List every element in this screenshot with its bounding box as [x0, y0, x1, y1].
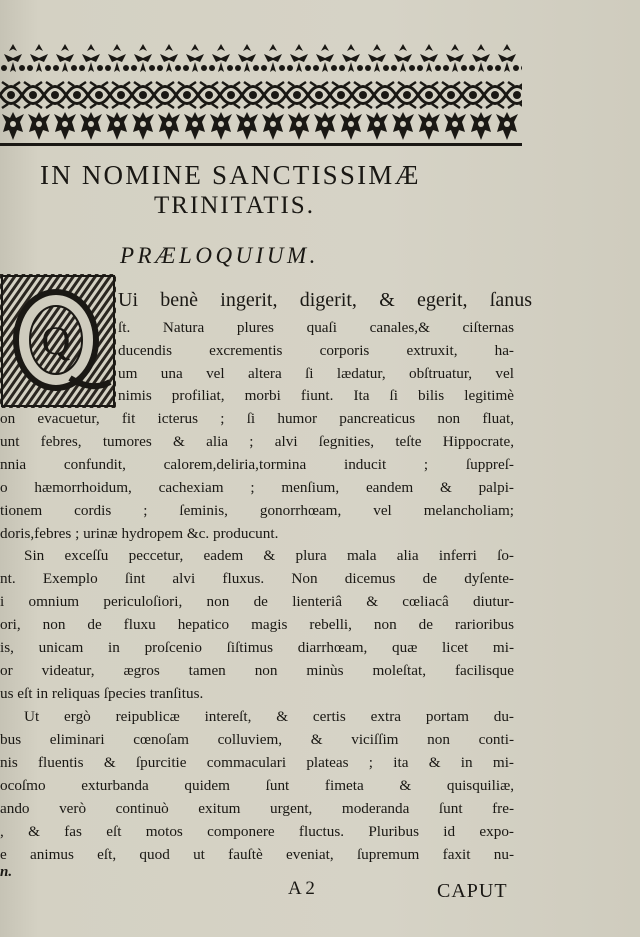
text-line: um una vel altera ſi lædatur, obſtruatur, vel — [118, 365, 514, 382]
text-line: Sin exceſſu peccetur, eadem & plura mala alia inferri ſo- — [24, 547, 514, 564]
ornament-band-bottom — [0, 110, 522, 142]
last-line-fragment: n. — [0, 864, 13, 880]
text-line: i omnium periculoſiori, non de lienteriâ & cœliacâ diutur- — [0, 593, 514, 610]
ornament-rule — [0, 143, 522, 146]
text-line: is, unicam in proſcenio ſiſtimus diarrhœam, quæ licet mi- — [0, 639, 514, 656]
title-line-1: IN NOMINE SANCTISSIMÆ — [40, 160, 421, 190]
text-line: or videatur, ægros tamen non minùs moleſtat, facilisque — [0, 662, 514, 679]
fleuron-row-icon — [0, 42, 522, 76]
title-line-2: TRINITATIS. — [154, 192, 315, 219]
ornament-band-top — [0, 42, 522, 76]
text-line: ocoſmo exturbanda quidem ſunt fimeta & quisquiliæ, — [0, 777, 514, 794]
catchword: CAPUT — [437, 880, 508, 902]
text-line: tionem cordis ; ſeminis, gonorrhœam, vel melancholiam; — [0, 502, 514, 519]
text-line: ori, non de fluxu hepatico magis rebelli, non de rarioribus — [0, 616, 514, 633]
text-line: us eſt in reliquas ſpecies tranſitus. — [0, 685, 204, 702]
text-line: o hæmorrhoidum, cachexiam ; menſium, eandem & palpi- — [0, 479, 514, 496]
text-line: ando verò continuò exitum urgent, moderanda ſunt fre- — [0, 800, 514, 817]
fleuron-row-icon — [0, 78, 522, 112]
text-line: Ut ergò reipublicæ intereſt, & certis extra portam du- — [24, 708, 514, 725]
initial-letter: Q — [41, 318, 71, 363]
text-line: nis fluentis & ſpurcitie commaculari plateas ; ita & in mi- — [0, 754, 514, 771]
text-line: bus eliminari cœnoſam colluviem, & viciſſim non conti- — [0, 731, 514, 748]
ornament-band-middle — [0, 78, 522, 112]
signature-mark: A 2 — [288, 878, 315, 899]
text-line: nt. Exemplo ſint alvi fluxus. Non dicemus de dyſente- — [0, 570, 514, 587]
text-line: on evacuetur, fit icterus ; ſi humor pancreaticus non fluat, — [0, 410, 514, 427]
fleuron-row-icon — [0, 110, 522, 142]
text-line: e animus eſt, quod ut fauſtè eveniat, ſupremum faxit nu- — [0, 846, 514, 863]
text-line: Ui benè ingerit, digerit, & egerit, ſanus — [118, 289, 532, 311]
text-line: unt febres, tumores & alia ; alvi ſegnities, teſte Hippocrate, — [0, 433, 514, 450]
text-line: nnia confundit, calorem,deliria,tormina inducit ; ſuppreſ- — [0, 456, 514, 473]
text-line: ſt. Natura plures quaſi canales,& ciſternas — [118, 319, 514, 336]
text-line: nimis profiliat, morbi fiunt. Ita ſi bilis legitimè — [118, 387, 514, 404]
section-heading: PRÆLOQUIUM. — [120, 243, 319, 268]
decorated-initial — [0, 274, 116, 408]
text-line: ducendis excrementis corporis extruxit, ha- — [118, 342, 514, 359]
text-line: , & fas eſt motos componere fluctus. Pluribus id expo- — [0, 823, 514, 840]
text-line: doris,febres ; urinæ hydropem &c. producunt. — [0, 525, 279, 542]
decorated-initial-icon — [0, 274, 116, 408]
